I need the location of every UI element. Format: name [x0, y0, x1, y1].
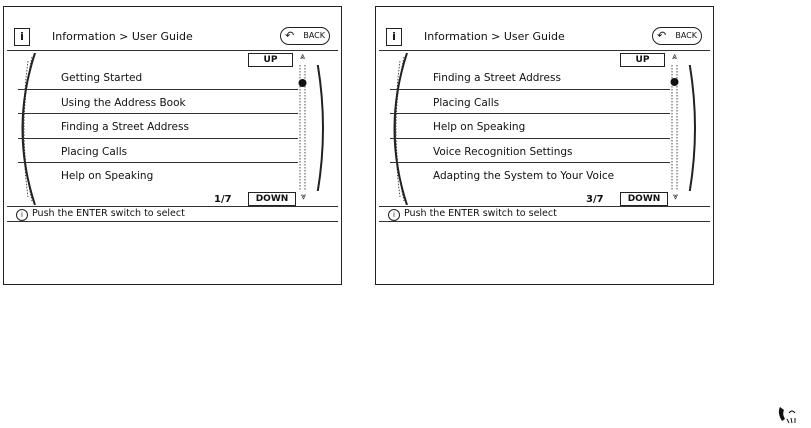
back-label: BACK [675, 31, 697, 40]
list-item[interactable]: Voice Recognition Settings [390, 139, 670, 164]
scroll-up-icon[interactable]: ⩓ [300, 52, 306, 62]
info-circle-icon: i [388, 209, 400, 221]
hint-text [16, 208, 185, 221]
list-item[interactable]: Finding a Street Address [390, 65, 670, 90]
hint-label: Push the ENTER switch to select [32, 208, 185, 219]
scroll-thumb [671, 78, 679, 86]
breadcrumb: Information > User Guide [424, 30, 565, 43]
list-item[interactable]: Placing Calls [390, 90, 670, 115]
back-label: BACK [303, 31, 325, 40]
scroll-down-icon[interactable]: ⩔ [301, 192, 307, 202]
voice-phone-icon [777, 405, 799, 425]
screen-left [3, 6, 342, 285]
up-button[interactable]: UP [248, 53, 293, 67]
page-indicator: 3/7 [586, 194, 604, 205]
back-button[interactable] [652, 27, 702, 45]
screen-right [375, 6, 714, 285]
hint-text [388, 208, 557, 221]
info-circle-icon: i [16, 209, 28, 221]
list-item[interactable]: Help on Speaking [390, 114, 670, 139]
divider [7, 206, 338, 207]
divider [379, 50, 710, 51]
scroll-up-icon[interactable]: ⩓ [672, 52, 678, 62]
list-item[interactable]: Finding a Street Address [18, 114, 298, 139]
title-bar [7, 25, 338, 51]
title-bar [379, 25, 710, 51]
menu-list [18, 65, 298, 188]
information-icon: i [14, 28, 30, 46]
list-item[interactable]: Placing Calls [18, 139, 298, 164]
back-button[interactable] [280, 27, 330, 45]
page-indicator: 1/7 [214, 194, 232, 205]
divider [7, 50, 338, 51]
divider [379, 221, 710, 222]
list-item[interactable]: Adapting the System to Your Voice [433, 170, 615, 183]
information-icon: i [386, 28, 402, 46]
scroll-thumb [299, 79, 307, 87]
breadcrumb: Information > User Guide [52, 30, 193, 43]
list-item[interactable]: Getting Started [18, 65, 298, 90]
list-item[interactable]: Help on Speaking [61, 170, 154, 183]
scrollbar[interactable] [296, 65, 326, 191]
divider [379, 206, 710, 207]
down-button[interactable]: DOWN [620, 192, 668, 206]
scrollbar[interactable] [668, 65, 698, 191]
back-arrow-icon: ↶ [285, 29, 295, 42]
hint-label: Push the ENTER switch to select [404, 208, 557, 219]
menu-list [390, 65, 670, 188]
back-arrow-icon: ↶ [657, 29, 667, 42]
scroll-down-icon[interactable]: ⩔ [673, 192, 679, 202]
list-item[interactable]: Using the Address Book [18, 90, 298, 115]
up-button[interactable]: UP [620, 53, 665, 67]
down-button[interactable]: DOWN [248, 192, 296, 206]
divider [7, 221, 338, 222]
